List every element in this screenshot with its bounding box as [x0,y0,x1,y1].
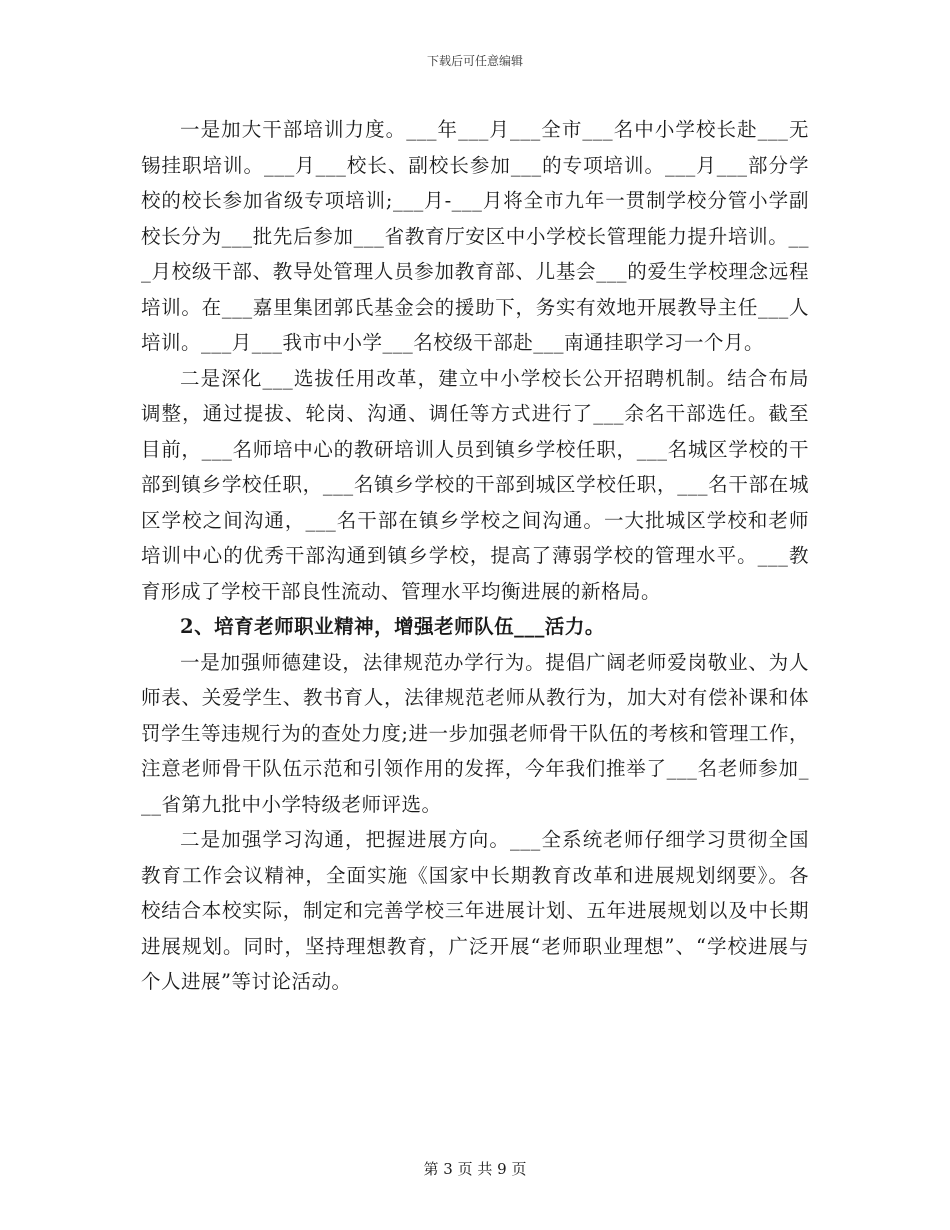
page-header: 下载后可任意编辑 [426,54,523,68]
paragraph-cadre-selection: 二是深化___选拔任用改革，建立中小学校长公开招聘机制。结合布局调整，通过提拔、轮岗、沟通、调任等方式进行了___余名干部选任。截至目前，___名师培中心的教研培训人员到镇乡学校任职，___名城区学校的干部到镇乡学校任职，___名镇乡学校的干部到城区学校任职，___名干部在城区学校之间沟通，___名干部在镇乡学校之间沟通。一大批城区学校和老师培训中心的优秀干部沟通到镇乡学校，提高了薄弱学校的管理水平。___教育形成了学校干部良性流动、管理水平均衡进展的新格局。 [141,366,809,603]
paragraph-study-exchange: 二是加强学习沟通，把握进展方向。___全系统老师仔细学习贯彻全国教育工作会议精神，全面实施《国家中长期教育改革和进展规划纲要》。各校结合本校实际，制定和完善学校三年进展计划、五年进展规划以及中长期进展规划。同时，坚持理想教育，广泛开展“老师职业理想”、“学校进展与个人进展”等讨论活动。 [141,828,809,993]
document-body [141,112,809,1000]
page-number: 第 3 页 共 9 页 [423,1160,527,1178]
paragraph-cadre-training: 一是加大干部培训力度。___年___月___全市___名中小学校长赴___无锡挂职培训。___月___校长、副校长参加___的专项培训。___月___部分学校的校长参加省级专项培训;___月-___月将全市九年一贯制学校分管小学副校长分为___批先后参加___省教育厅安区中小学校长管理能力提升培训。___月校级干部、教导处管理人员参加教育部、儿基会___的爱生学校理念远程培训。在___嘉里集团郭氏基金会的援助下，务实有效地开展教导主任___人培训。___月___我市中小学___名校级干部赴___南通挂职学习一个月。 [141,118,809,354]
paragraph-teacher-ethics: 一是加强师德建设，法律规范办学行为。提倡广阔老师爱岗敬业、为人师表、关爱学生、教书育人，法律规范老师从教行为，加大对有偿补课和体罚学生等违规行为的查处力度;进一步加强老师骨干队伍的考核和管理工作，注意老师骨干队伍示范和引领作用的发挥，今年我们推举了___名老师参加___省第九批中小学特级老师评选。 [141,650,809,816]
section-heading-teacher-spirit: 2、培育老师职业精神，增强老师队伍___活力。 [180,615,605,638]
